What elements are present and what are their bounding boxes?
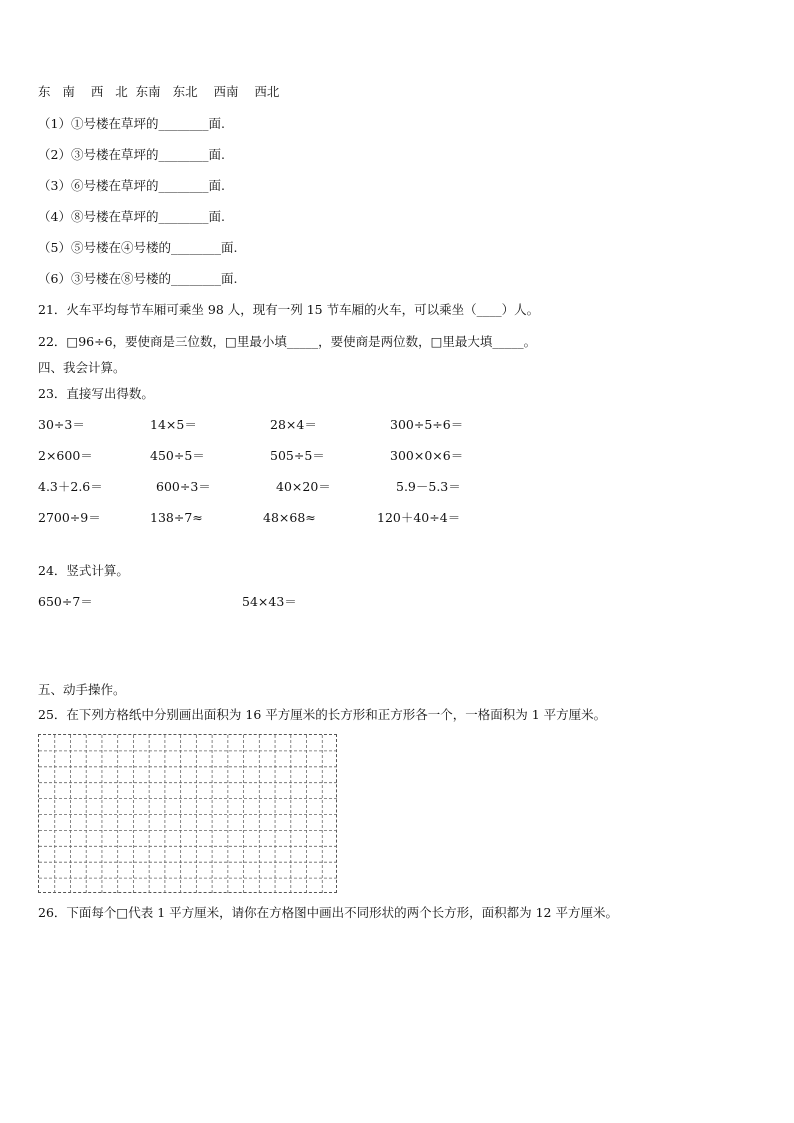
q20-item-4: （4）⑧号楼在草坪的________面. — [38, 209, 225, 224]
question-26: 26．下面每个□代表 1 平方厘米，请你在方格图中画出不同形状的两个长方形，面积都为 12 平方厘米。 — [38, 905, 618, 920]
directions-list: 东 南 西 北 东南 东北 西南 西北 — [38, 84, 280, 99]
calc-r2-c4: 300×0×6＝ — [390, 448, 464, 463]
calc-r3-c4: 5.9－5.3＝ — [396, 479, 461, 494]
section-5-heading: 五、动手操作。 — [38, 682, 126, 697]
question-22: 22．□96÷6，要使商是三位数，□里最小填_____，要使商是两位数，□里最大填_____。 — [38, 334, 537, 349]
calc-r1-c4: 300÷5÷6＝ — [390, 417, 464, 432]
question-23: 23．直接写出得数。 — [38, 386, 154, 401]
section-4-heading: 四、我会计算。 — [38, 360, 126, 375]
calc-r4-c2: 138÷7≈ — [150, 510, 203, 525]
calc-r4-c4: 120＋40÷4＝ — [377, 510, 461, 525]
vertical-calc-2: 54×43＝ — [242, 594, 297, 609]
calc-r2-c3: 505÷5＝ — [270, 448, 325, 463]
grid-lines — [39, 735, 338, 894]
question-21: 21．火车平均每节车厢可乘坐 98 人，现有一列 15 节车厢的火车，可以乘坐（____）人。 — [38, 302, 540, 317]
q20-item-1: （1）①号楼在草坪的________面. — [38, 116, 225, 131]
calc-r2-c2: 450÷5＝ — [150, 448, 205, 463]
square-grid-paper[interactable] — [38, 734, 337, 893]
vertical-calc-1: 650÷7＝ — [38, 594, 93, 609]
q20-item-3: （3）⑥号楼在草坪的________面. — [38, 178, 225, 193]
calc-r3-c3: 40×20＝ — [276, 479, 331, 494]
q20-item-2: （2）③号楼在草坪的________面. — [38, 147, 225, 162]
calc-r1-c1: 30÷3＝ — [38, 417, 85, 432]
question-24: 24．竖式计算。 — [38, 563, 129, 578]
calc-r1-c3: 28×4＝ — [270, 417, 317, 432]
calc-r1-c2: 14×5＝ — [150, 417, 197, 432]
q20-item-5: （5）⑤号楼在④号楼的________面. — [38, 240, 238, 255]
calc-r2-c1: 2×600＝ — [38, 448, 93, 463]
q20-item-6: （6）③号楼在⑧号楼的________面. — [38, 271, 238, 286]
calc-r4-c3: 48×68≈ — [263, 510, 316, 525]
calc-r3-c2: 600÷3＝ — [156, 479, 211, 494]
calc-r3-c1: 4.3＋2.6＝ — [38, 479, 103, 494]
question-25: 25．在下列方格纸中分别画出面积为 16 平方厘米的长方形和正方形各一个，一格面积为 1 平方厘米。 — [38, 707, 607, 722]
calc-r4-c1: 2700÷9＝ — [38, 510, 101, 525]
